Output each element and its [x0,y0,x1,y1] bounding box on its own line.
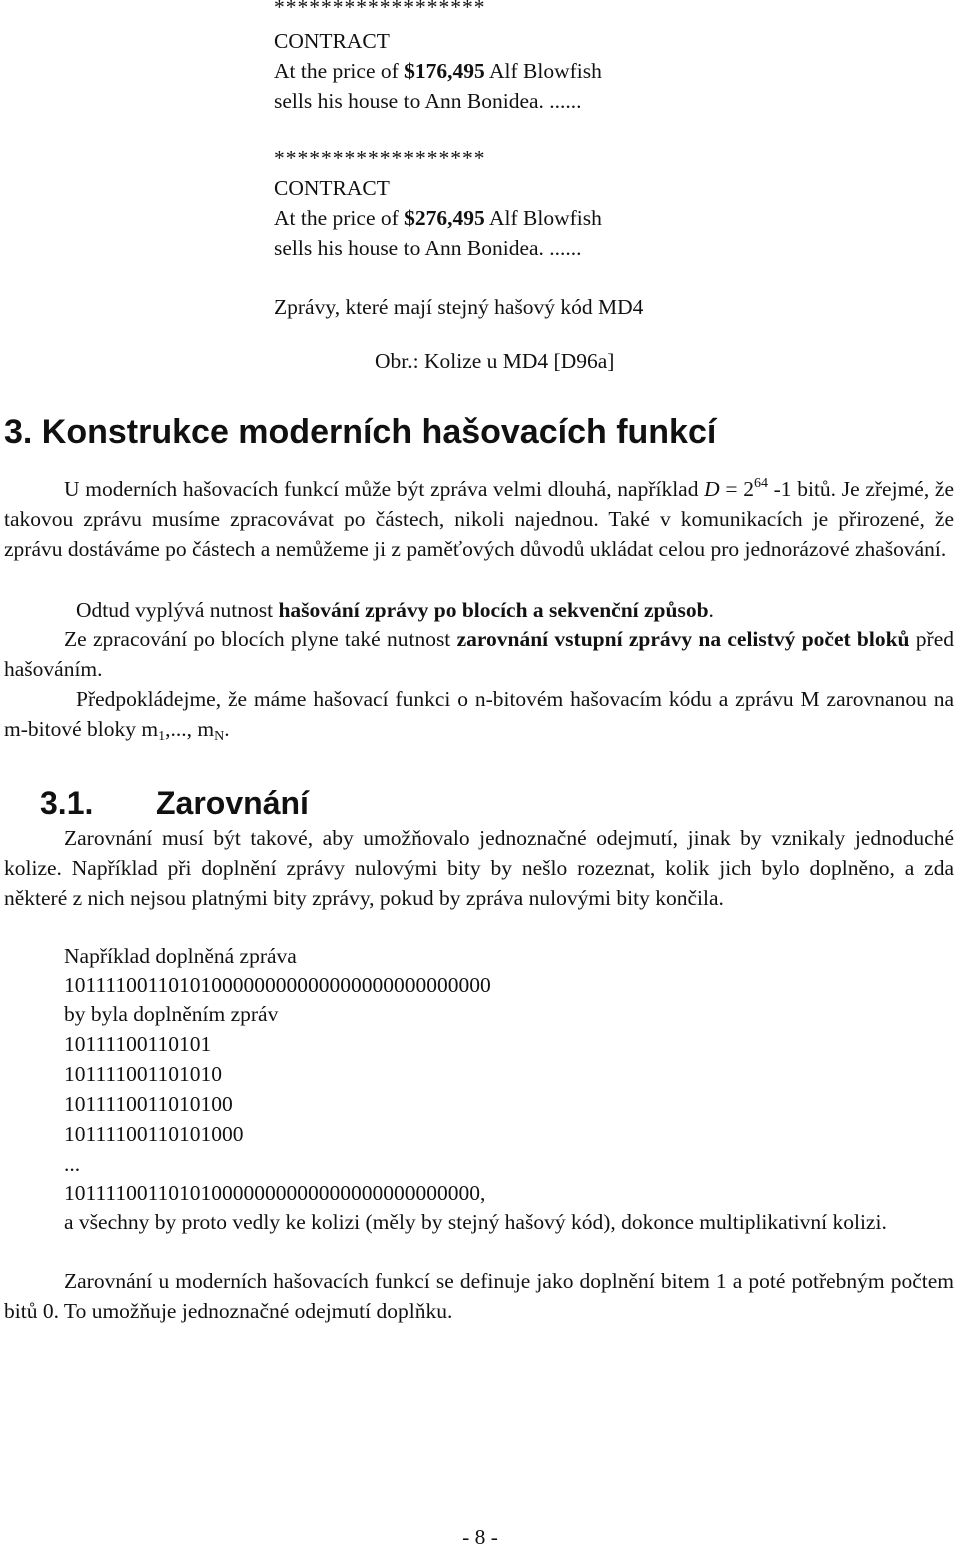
section-paragraph-4 [4,684,954,744]
example-line: 10111100110101 [64,1032,212,1056]
paragraph-text: U moderních hašovacích funkcí může být zpráva velmi dlouhá, například [64,477,705,501]
subsection-title: Zarovnání [156,785,309,821]
paragraph-text: . [224,717,230,741]
example-line: by byla doplněním zpráv [64,1002,279,1026]
contract-price: $276,495 [404,206,485,230]
contract-price: $176,495 [404,59,485,83]
example-line: Například doplněná zpráva [64,944,297,968]
contract-price-prefix: At the price of [274,59,405,83]
asterisk-divider: ****************** [274,146,486,170]
emphasis-text: zarovnání vstupní zprávy na celistvý počet bloků [456,627,910,651]
figure-label: Obr.: Kolize u MD4 [D96a] [375,349,615,373]
subsection-number: 3.1. [40,785,94,821]
paragraph-text: ,..., m [165,717,215,741]
exponent: 64 [753,476,768,491]
page-number: - 8 - [462,1525,498,1549]
paragraph-text: . [708,598,714,622]
example-line: 1011110011010100000000000000000000000000 [64,973,491,997]
paragraph-text: = 2 [719,477,754,501]
subsection-paragraph-2: a všechny by proto vedly ke kolizi (měly by stejný hašový kód), dokonce multiplikativní kolizi. [64,1210,887,1234]
subscript: N [214,729,225,744]
contract-title: CONTRACT [274,29,390,53]
contract-price-suffix: Alf Blowfish [484,206,602,230]
asterisk-divider: ****************** [274,0,486,19]
contract-title: CONTRACT [274,176,390,200]
example-line: ... [64,1152,81,1176]
example-line: 101111001101010000000000000000000000000, [64,1181,486,1205]
contract-sale-line: sells his house to Ann Bonidea. ...... [274,89,582,113]
subsection-paragraph-1: Zarovnání musí být takové, aby umožňovalo jednoznačné odejmutí, jinak by vznikaly jednoduché kolize. Například při doplnění zprávy nulovými bity by nešlo rozeznat, kolik jich bylo doplněno, a zda některé z nich nejsou platnými bity zprávy, pokud by zpráva nulovými bity končila. [4,826,954,910]
section-paragraph-3 [4,624,954,684]
contract-price-prefix: At the price of [274,206,405,230]
variable-d: D [704,477,720,501]
example-line: 1011110011010100 [64,1092,233,1116]
subsection-heading [40,782,309,824]
contract-price-line [274,203,602,233]
subscript: 1 [158,729,166,744]
example-line: 10111100110101000 [64,1122,244,1146]
section-paragraph-1 [4,474,954,564]
paragraph-text: Ze zpracování po blocích plyne také nutnost [64,627,457,651]
subsection-paragraph-3: Zarovnání u moderních hašovacích funkcí se definuje jako doplnění bitem 1 a poté potřebným počtem bitů 0. To umožňuje jednoznačné odejmutí doplňku. [4,1269,954,1323]
contract-price-line [274,56,602,86]
paragraph-text: před hašováním. [4,627,954,681]
emphasis-text: hašování zprávy po blocích a sekvenční způsob [278,598,709,622]
example-line: 101111001101010 [64,1062,223,1086]
figure-caption-text: Zprávy, které mají stejný hašový kód MD4 [274,295,644,319]
paragraph-text: Odtud vyplývá nutnost [76,598,279,622]
paragraph-text: Předpokládejme, že máme hašovací funkci o n-bitovém hašovacím kódu a zprávu M zarovnanou na m-bitové bloky m [4,687,954,741]
section-paragraph-2 [4,595,954,625]
section-heading: 3. Konstrukce moderních hašovacích funkcí [4,413,717,451]
paragraph-text: -1 bitů. Je zřejmé, že takovou zprávu musíme zpracovávat po částech, nikoli najednou. Také v komunikacích je přirozené, že zprávu dostáváme po částech a nemůžeme ji z paměťových důvodů ukládat celou pro jednorázové zhašování. [4,477,954,561]
contract-sale-line: sells his house to Ann Bonidea. ...... [274,236,582,260]
contract-price-suffix: Alf Blowfish [484,59,602,83]
